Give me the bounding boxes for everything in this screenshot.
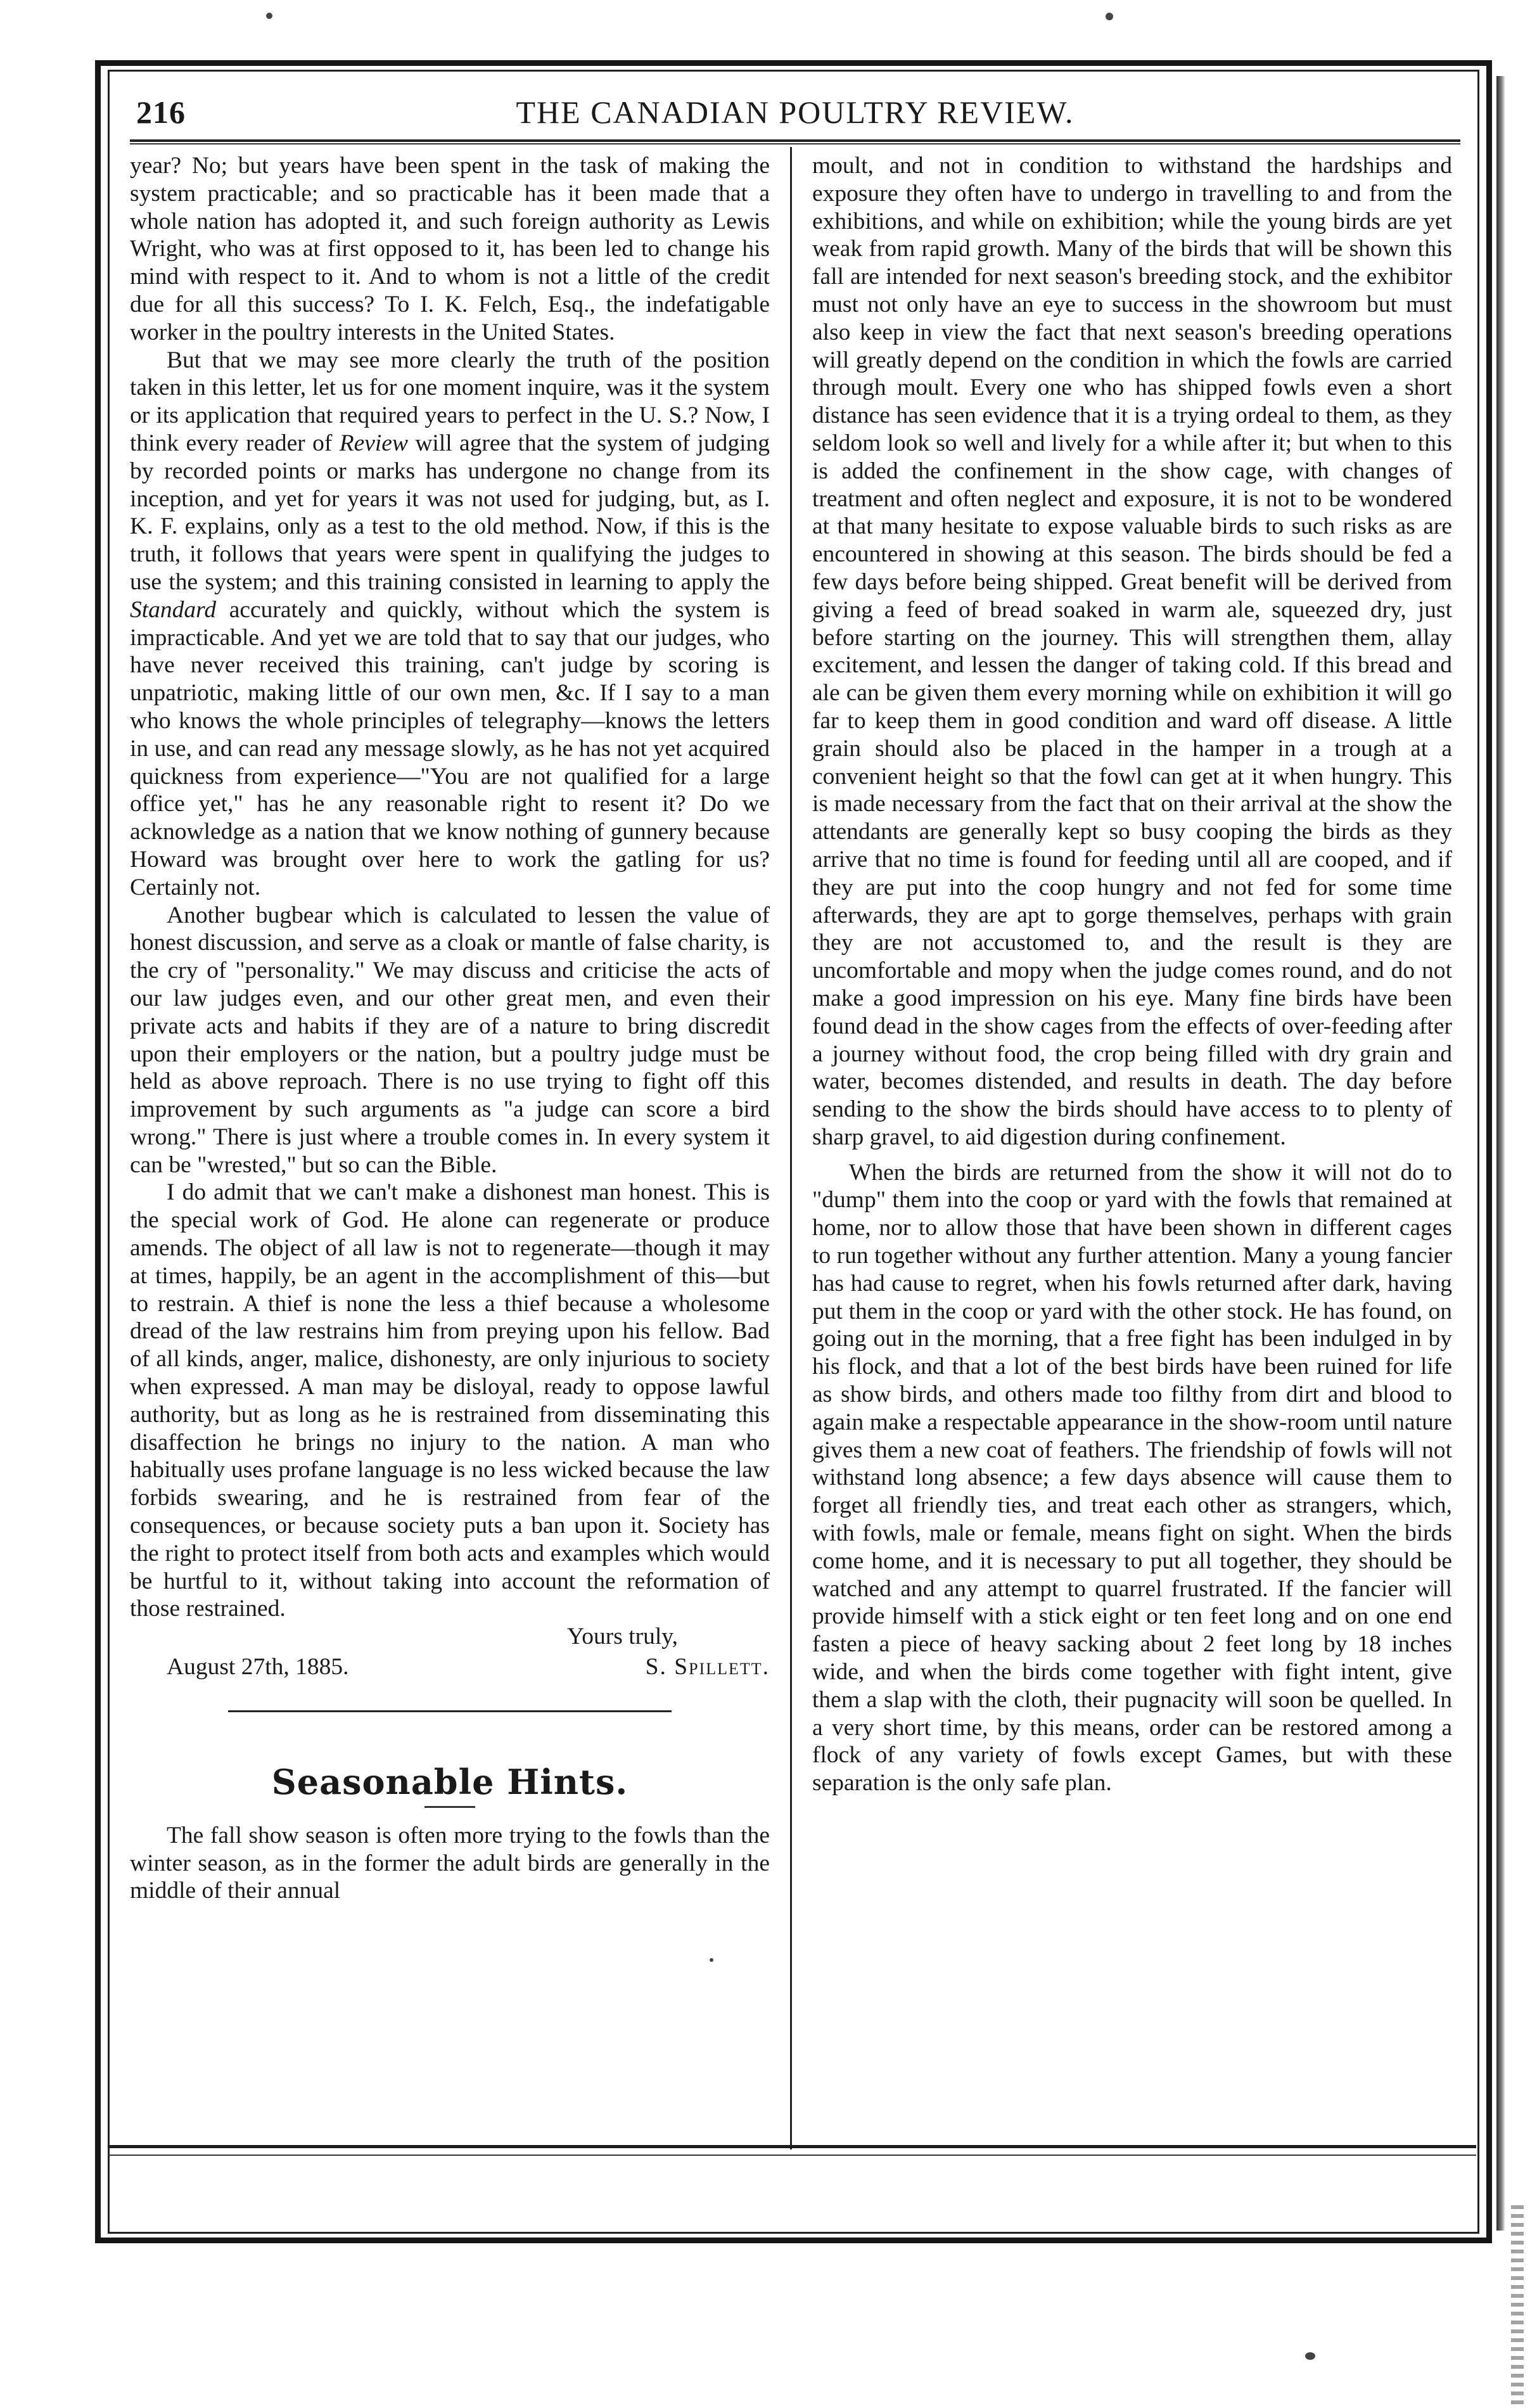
right-column xyxy=(812,152,1452,2142)
section-divider xyxy=(228,1710,672,1712)
header-rule xyxy=(130,143,1460,144)
letter-signature xyxy=(130,1653,770,1681)
letter-date: August 27th, 1885. xyxy=(167,1654,349,1681)
page-edge-texture xyxy=(1511,2205,1524,2408)
footer-rule xyxy=(108,2145,1476,2148)
left-column xyxy=(130,152,770,2142)
section-heading: Seasonable Hints. xyxy=(271,1761,628,1802)
italic-word: Standard xyxy=(130,596,217,623)
page-number: 216 xyxy=(136,94,186,130)
print-speck xyxy=(710,1958,713,1962)
letter-author: S. Spillett. xyxy=(645,1654,770,1681)
print-speck xyxy=(1106,13,1113,20)
heading-ornament xyxy=(424,1806,475,1808)
print-speck xyxy=(266,13,272,19)
letter-closing: Yours truly, xyxy=(566,1623,678,1650)
article-paragraph-3: Another bugbear which is calculated to lessen the value of honest discussion, and serve as a cloak or mantle of false charity, is the cry of "personality." We may discuss and criticise the acts of our law judges even, and our other great men, and even their private acts and habits if they are of a nature to bring discredit upon their employers or the nation, but a poultry judge must be held as above reproach. There is no use trying to fight off this improvement by such arguments as "a judge can score a bird wrong." There is just where a trouble comes in. In every system it can be "wrested," but so can the Bible. xyxy=(130,902,770,1178)
article-paragraph-5: moult, and not in condition to withstand the hardships and exposure they often have to undergo in travelling to and from the exhibitions, and while on exhibition; while the young birds are yet weak from rapid growth. Many of the birds that will be shown this fall are intended for next season's breeding stock, and the exhibitor must not only have an eye to success in the showroom but must also keep in view the fact that next season's breeding operations will greatly depend on the condition in which the fowls are carried through moult. Every one who has shipped fowls even a short distance has seen evidence that it is a trying ordeal to them, as they seldom look so well and lively for a while after it; but when to this is added the confinement in the show cage, with changes of treatment and often neglect and exposure, it is not to be wondered at that many hesitate to expose valuable birds to such risks as are encountered in showing at this season. The birds should be fed a few days before being shipped. Great benefit will be derived from giving a feed of bread soaked in warm ale, squeezed dry, just before starting on the journey. This will strengthen them, allay excitement, and lessen the danger of taking cold. If this bread and ale can be given them every morning while on exhibition it will go far to keep them in good condition and ward off disease. A little grain should also be placed in the hamper in a trough at a convenient height so that the fowl can get at it when hungry. This is made necessary from the fact that on their arrival at the show the attendants are generally kept so busy cooping the birds as they arrive that no time is found for feeding until all are cooped, and if they are put into the coop hungry and not fed for some time afterwards, they are apt to gorge themselves, perhaps with grain they are not accustomed to, and the result is they are uncomfortable and mopy when the judge comes round, and do not make a good impression on his eye. Many fine birds have been found dead in the show cages from the effects of over-feeding after a journey without food, the crop being filled with dry grain and water, becomes distended, and results in death. The day before sending to the show the birds should have access to to plenty of sharp gravel, to aid digestion during confinement. xyxy=(812,153,1452,1150)
italic-word: Review xyxy=(339,430,408,456)
page-header xyxy=(130,82,1460,142)
journal-title: THE CANADIAN POULTRY REVIEW. xyxy=(516,94,1075,130)
article-paragraph-1: year? No; but years have been spent in the task of making the system practicable; and so practicable has it been made that a whole nation has adopted it, and such foreign authority as Lewis Wright, who was at first opposed to it, has been led to change his mind with respect to it. And to whom is not a little of the credit due for all this success? To I. K. Felch, Esq., the indefatigable worker in the poultry interests in the United States. xyxy=(130,153,770,345)
footer-rule-thin xyxy=(108,2155,1476,2156)
article-paragraph-6: When the birds are returned from the show it will not do to "dump" them into the coop or yard with the fowls that remained at home, nor to allow those that have been shown in different cages to run together without any further attention. Many a young fancier has had cause to regret, when his fowls returned after dark, having put them in the coop or yard with the other stock. He has found, on going out in the morning, that a free fight has been indulged in by his flock, and that a lot of the best birds have been ruined for life as show birds, and others made too filthy from dirt and blood to again make a respectable appearance in the show-room until nature gives them a new coat of feathers. The friendship of fowls will not withstand long absence; a few days absence will cause them to forget all friendly ties, and treat each other as strangers, which, with fowls, male or female, means fight on sight. When the birds come home, and it is necessary to put all together, they should be watched and any attempt to quarrel frustrated. If the fancier will provide himself with a stick eight or ten feet long and on one end fasten a piece of heavy sacking about 2 feet long by 18 inches wide, and when the birds come together with fight intent, give them a slap with the cloth, their pugnacity will soon be quelled. In a very short time, by this means, order can be restored among a flock of any variety of fowls except Games, but with these separation is the only safe plan. xyxy=(812,1159,1452,1796)
column-divider xyxy=(790,147,792,2149)
section-paragraph: The fall show season is often more trying to the fowls than the winter season, as in the former the adult birds are generally in the middle of their annual xyxy=(130,1822,770,1904)
print-speck xyxy=(1305,2352,1315,2360)
article-paragraph-2: But that we may see more clearly the truth of the position taken in this letter, let us for one moment inquire, was it the system or its application that required years to perfect in the U. S.? Now, I think every reader of Review will agree that the system of judging by recorded points or marks has undergone no change from its inception, and yet for years it was not used for judging, but, as I. K. F. explains, only as a test to the old method. Now, if this is the truth, it follows that years were spent in qualifying the judges to use the system; and this training consisted in learning to apply the Standard accurately and quickly, without which the system is impracticable. And yet we are told that to say that our judges, who have never received this training, can't judge by scoring is unpatriotic, making little of our own men, &c. If I say to a man who knows the whole principles of telegraphy—knows the letters in use, and can read any message slowly, as he has not yet acquired quickness from experience—"You are not qualified for a large office yet," has he any reasonable right to resent it? Do we acknowledge as a nation that we know nothing of gunnery because Howard was brought over here to work the gatling for us? Certainly not. xyxy=(130,347,770,900)
page-edge-shadow xyxy=(1496,76,1505,2231)
article-paragraph-4: I do admit that we can't make a dishonest man honest. This is the special work of God. He alone can regenerate or produce amends. The object of all law is not to regenerate—though it may at times, happily, be an agent in the accomplishment of this—but to restrain. A thief is none the less a thief because a wholesome dread of the law restrains him from preying upon his fellow. Bad of all kinds, anger, malice, dishonesty, are only injurious to society when expressed. A man may be disloyal, ready to oppose lawful authority, but as long as he is restrained from disseminating this disaffection he brings no injury to the nation. A man who habitually uses profane language is no less wicked because the law forbids swearing, and he is restrained from fear of the consequences, or because society puts a ban upon it. Society has the right to protect itself from both acts and examples which would be hurtful to it, without taking into account the reformation of those restrained. xyxy=(130,1179,770,1622)
